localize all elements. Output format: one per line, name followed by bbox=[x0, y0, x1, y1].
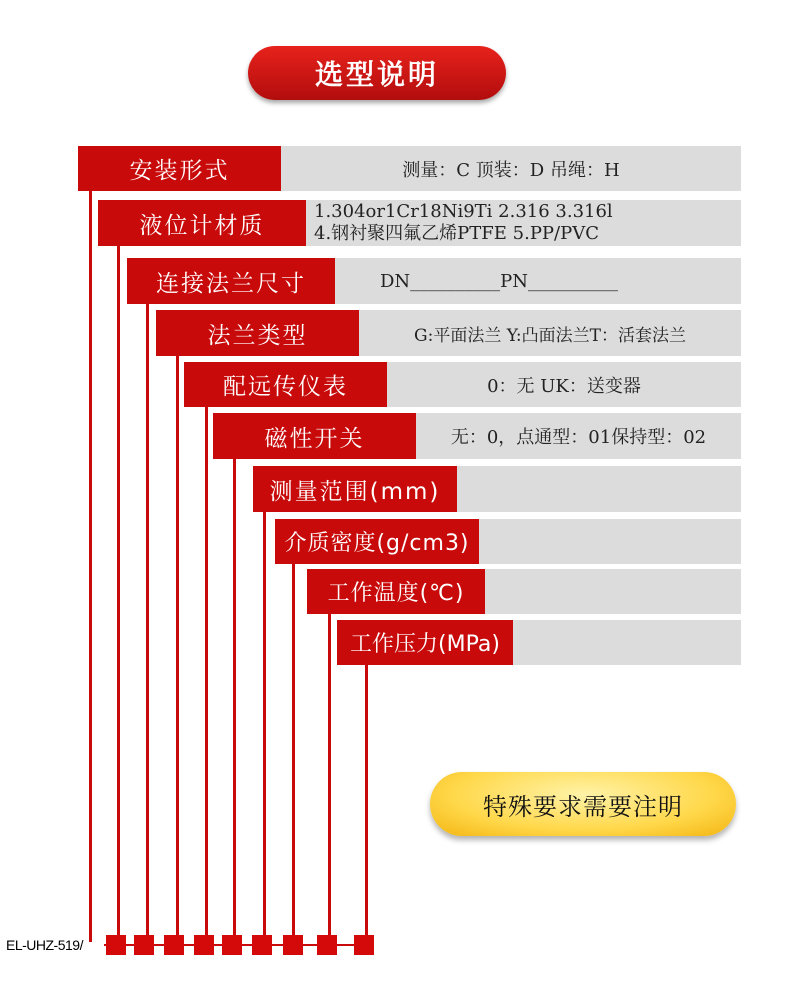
material-line-1: 1.304or1Cr18Ni9Ti 2.316 3.316l bbox=[314, 201, 613, 222]
code-slot bbox=[134, 935, 154, 955]
special-requirements-note: 特殊要求需要注明 bbox=[430, 772, 736, 836]
row-value-material bbox=[314, 200, 741, 246]
connector-line bbox=[176, 356, 179, 942]
code-slot bbox=[283, 935, 303, 955]
row-value-flange-type: G:平面法兰 Y:凸面法兰T：活套法兰 bbox=[414, 325, 686, 346]
row-label-range: 测量范围(mm) bbox=[253, 466, 457, 512]
row-label-temperature: 工作温度(℃) bbox=[307, 569, 485, 614]
model-prefix: EL-UHZ-519/ bbox=[6, 937, 83, 953]
row-label-flange-size: 连接法兰尺寸 bbox=[127, 258, 335, 304]
connector-line bbox=[233, 459, 236, 942]
row-label-density: 介质密度(g/cm3) bbox=[275, 519, 479, 564]
row-value-switch: 无：0，点通型：01保持型：02 bbox=[450, 427, 707, 448]
row-label-flange-type: 法兰类型 bbox=[156, 310, 359, 356]
code-slot bbox=[194, 935, 214, 955]
code-slot bbox=[164, 935, 184, 955]
code-slot bbox=[317, 935, 337, 955]
connector-line bbox=[365, 665, 368, 942]
connector-line bbox=[328, 614, 331, 942]
row-label-install: 安装形式 bbox=[78, 146, 281, 191]
row-label-pressure: 工作压力(MPa) bbox=[337, 620, 513, 665]
row-value-flange-size: DN__________PN__________ bbox=[380, 270, 619, 292]
material-line-2: 4.钢衬聚四氟乙烯PTFE 5.PP/PVC bbox=[314, 223, 599, 244]
connector-line bbox=[146, 304, 149, 942]
connector-line bbox=[89, 191, 92, 942]
connector-line bbox=[117, 246, 120, 942]
code-slot bbox=[252, 935, 272, 955]
row-value-install: 测量：C 顶装：D 吊绳：H bbox=[402, 159, 620, 181]
connector-line bbox=[292, 564, 295, 942]
row-label-remote: 配远传仪表 bbox=[184, 362, 387, 407]
row-label-switch: 磁性开关 bbox=[213, 413, 416, 459]
code-slot bbox=[222, 935, 242, 955]
row-label-material: 液位计材质 bbox=[98, 200, 306, 246]
connector-line bbox=[205, 407, 208, 942]
connector-line bbox=[263, 512, 266, 942]
page-title: 选型说明 bbox=[248, 46, 506, 100]
code-slot bbox=[106, 935, 126, 955]
code-slot bbox=[354, 935, 374, 955]
row-value-remote: 0：无 UK：送变器 bbox=[487, 375, 641, 397]
